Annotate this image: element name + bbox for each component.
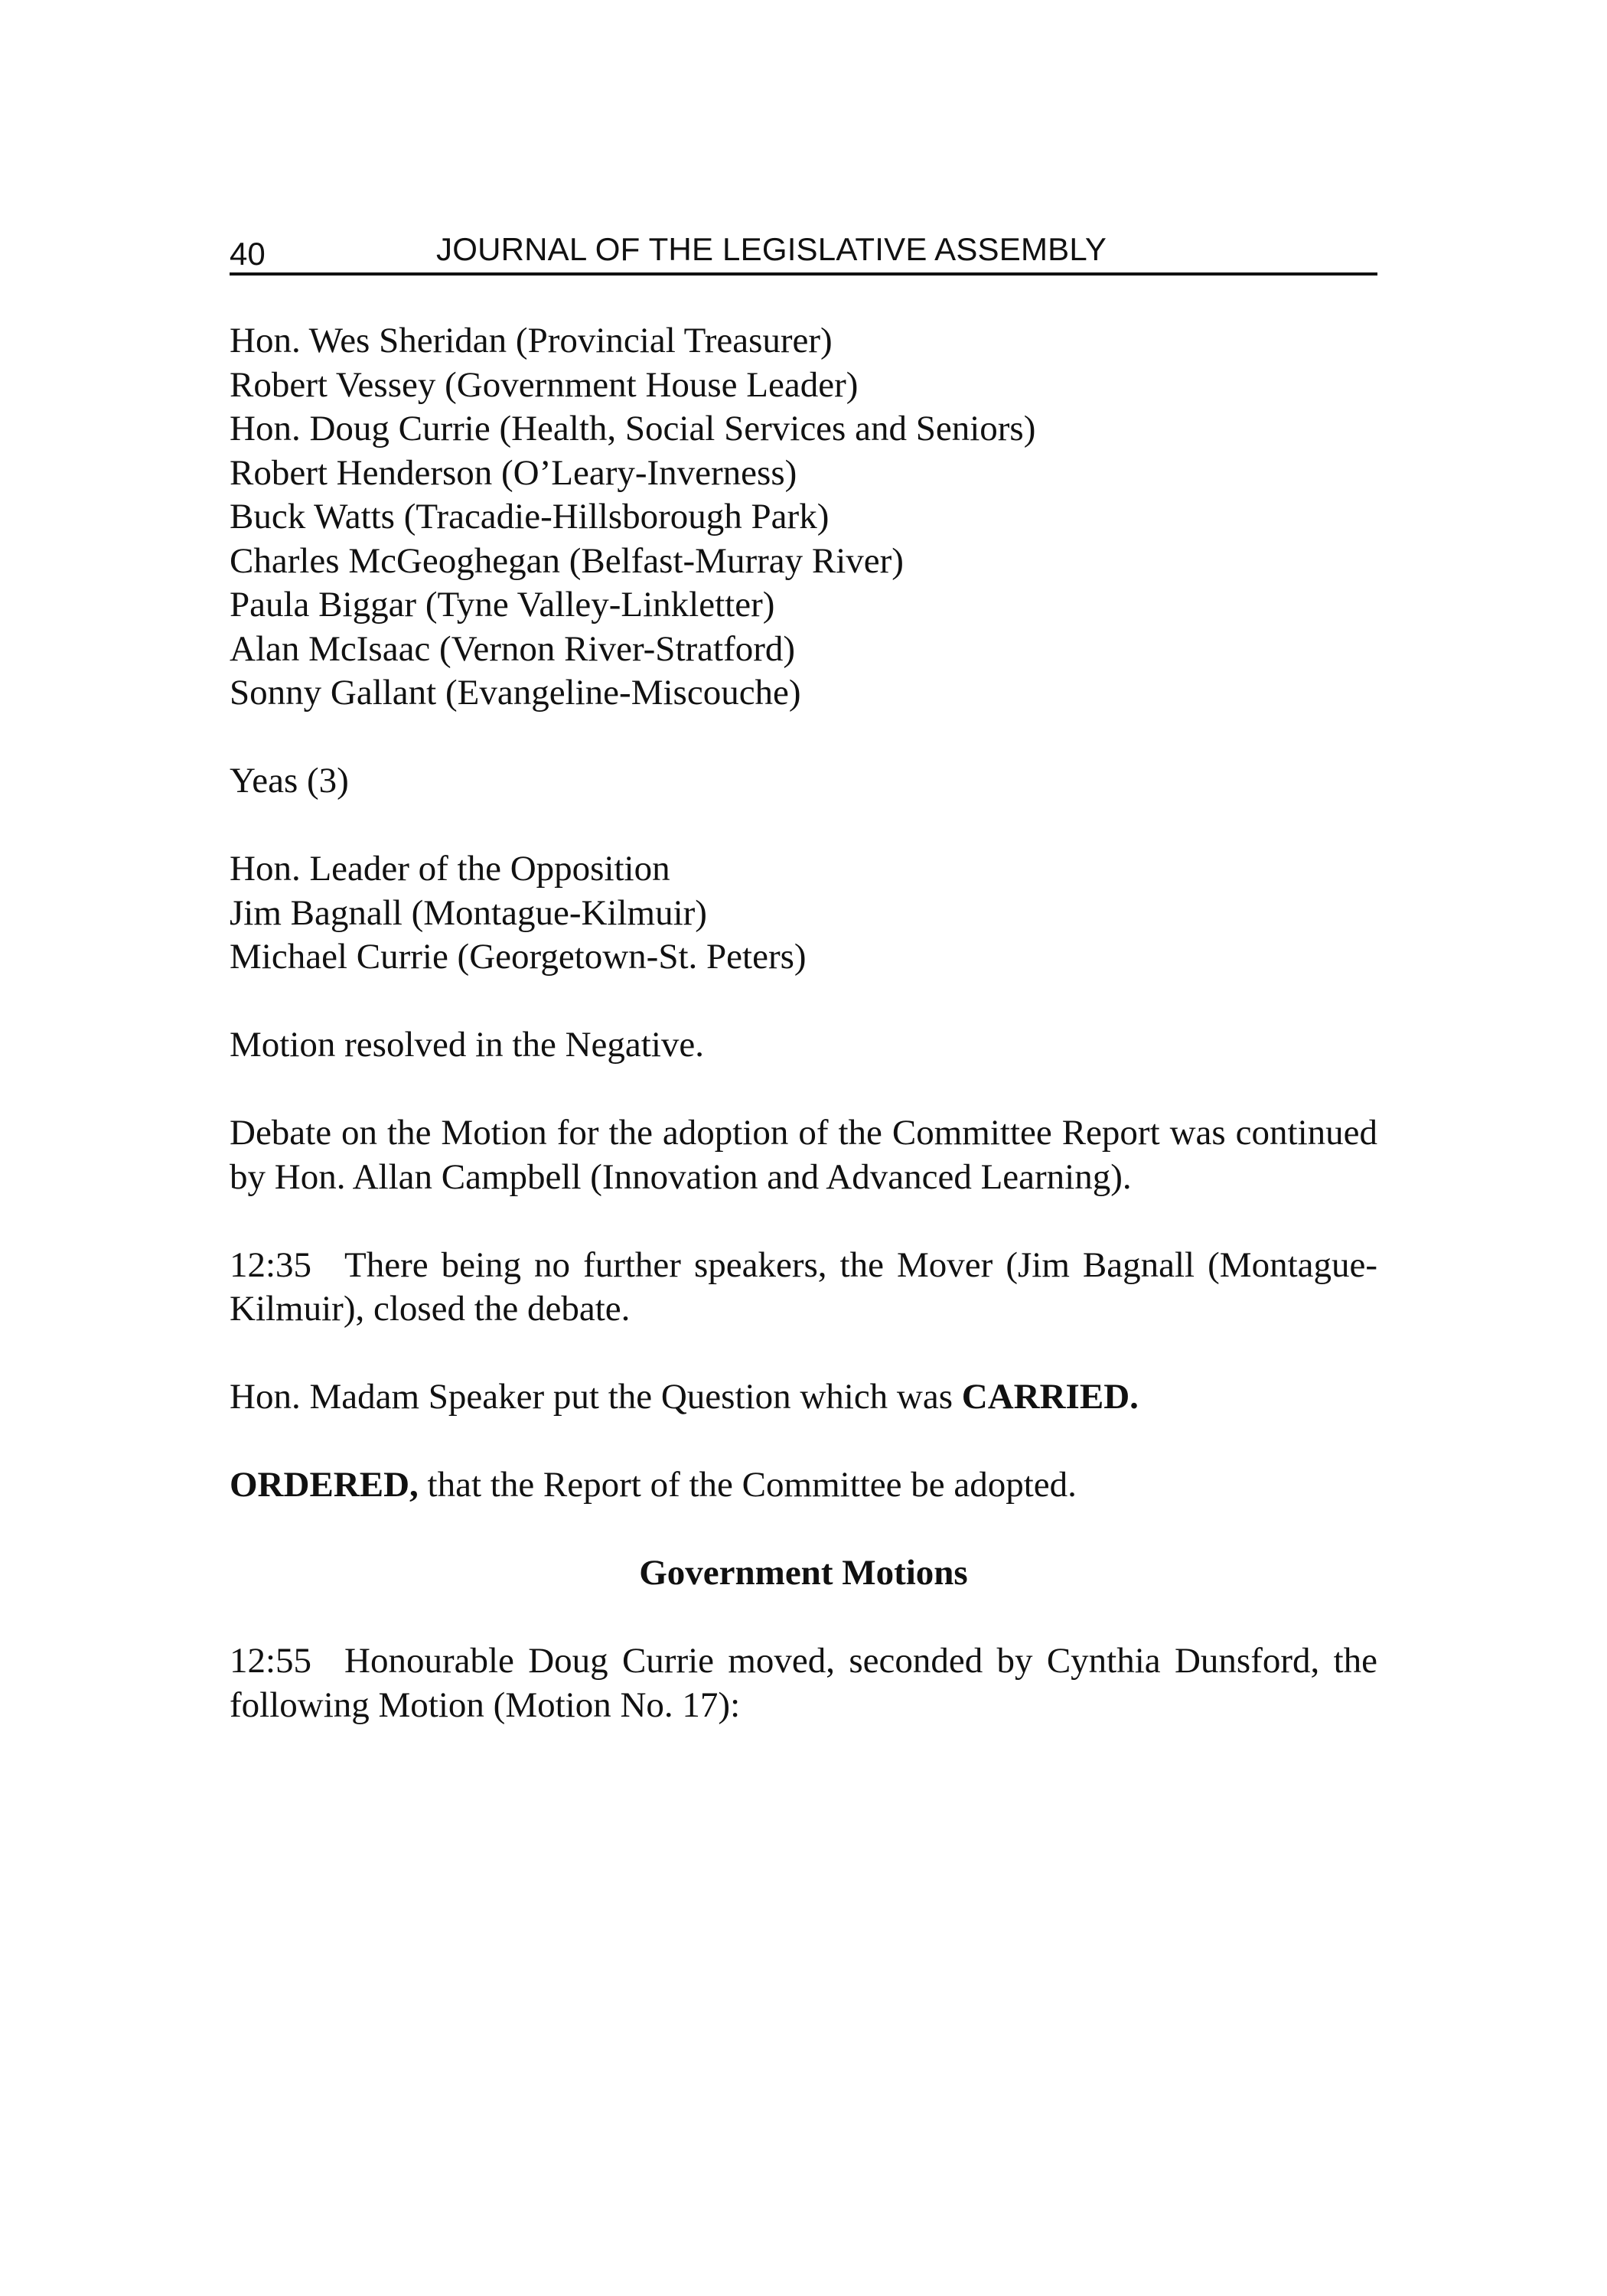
- question-paragraph: [230, 1375, 1377, 1420]
- page-number: 40: [230, 236, 266, 272]
- member-entry: Buck Watts (Tracadie-Hillsborough Park): [230, 497, 830, 536]
- nays-member-list: [230, 319, 1377, 716]
- journal-body: [230, 276, 1377, 1727]
- member-entry: Robert Vessey (Government House Leader): [230, 364, 859, 405]
- government-motion-text: Honourable Doug Currie moved, seconded by Cynthia Dunsford, the following Motion (Motion No. 17):: [230, 1641, 1377, 1725]
- ordered-text: that the Report of the Committee be adopted.: [418, 1465, 1077, 1505]
- member-entry: Alan McIsaac (Vernon River-Stratford): [230, 628, 796, 669]
- ordered-paragraph: [230, 1463, 1377, 1508]
- member-entry: Hon. Leader of the Opposition: [230, 849, 670, 889]
- government-motion-paragraph: [230, 1639, 1377, 1727]
- closing-debate-paragraph: [230, 1244, 1377, 1332]
- entry-time: 12:35: [230, 1244, 312, 1285]
- entry-time: 12:55: [230, 1641, 312, 1681]
- motion-result: Motion resolved in the Negative.: [230, 1025, 704, 1065]
- yeas-heading: Yeas (3): [230, 761, 349, 801]
- question-text: Hon. Madam Speaker put the Question which was: [230, 1377, 962, 1417]
- member-entry: Paula Biggar (Tyne Valley-Linkletter): [230, 585, 775, 625]
- member-entry: Hon. Wes Sheridan (Provincial Treasurer): [230, 321, 833, 360]
- debate-paragraph: Debate on the Motion for the adoption of the Committee Report was continued by Hon. Allan Campbell (Innovation and Advanced Learning).: [230, 1113, 1377, 1197]
- running-title: JOURNAL OF THE LEGISLATIVE ASSEMBLY: [436, 231, 1107, 267]
- member-entry: Jim Bagnall (Montague-Kilmuir): [230, 892, 707, 933]
- member-entry: Michael Currie (Georgetown-St. Peters): [230, 937, 807, 977]
- question-result: CARRIED.: [961, 1377, 1139, 1417]
- closing-debate-text: There being no further speakers, the Mover (Jim Bagnall (Montague-Kilmuir), closed the debate.: [230, 1244, 1377, 1329]
- ordered-label: ORDERED,: [230, 1465, 419, 1505]
- page-header: [230, 227, 1377, 276]
- member-entry: Robert Henderson (O’Leary-Inverness): [230, 452, 797, 493]
- section-heading: Government Motions: [639, 1553, 968, 1593]
- yeas-member-list: [230, 847, 1377, 980]
- journal-page: [230, 227, 1377, 1727]
- member-entry: Charles McGeoghegan (Belfast-Murray River): [230, 540, 904, 581]
- member-entry: Sonny Gallant (Evangeline-Miscouche): [230, 673, 801, 713]
- member-entry: Hon. Doug Currie (Health, Social Services and Seniors): [230, 409, 1036, 448]
